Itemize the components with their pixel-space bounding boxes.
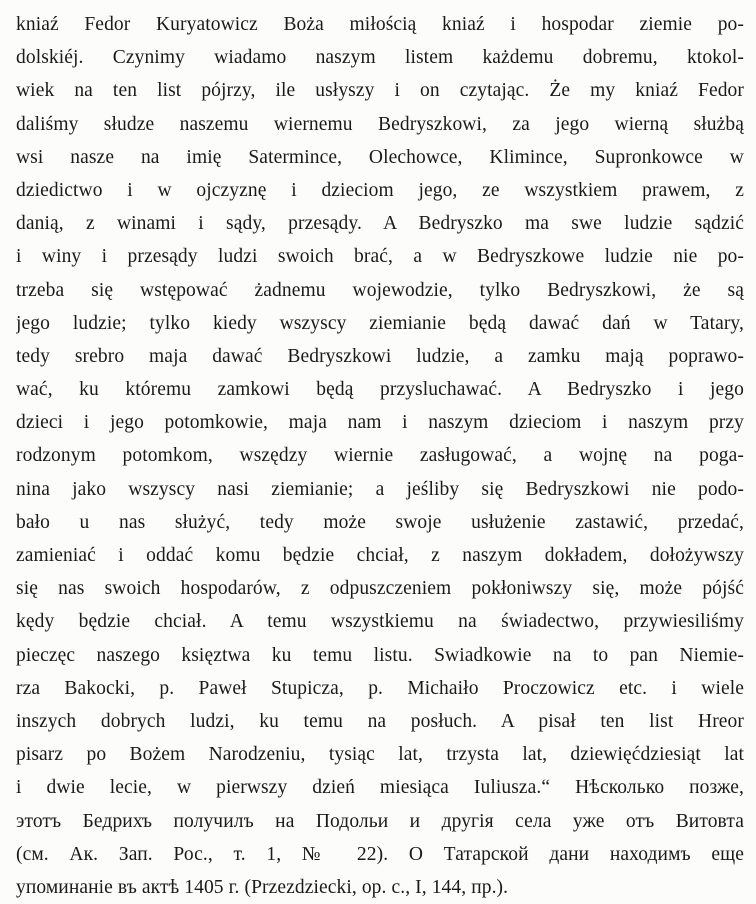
text-line-23: pisarz po Bożem Narodzeniu, tysiąc lat, trzysta lat, dziewięćdziesiąt lat <box>16 744 744 766</box>
text-line-3: wiek na ten list pójrzy, ile usłyszy i on czytając. Że my kniaź Fedor <box>16 80 744 102</box>
text-line-4: daliśmy słudze naszemu wiernemu Bedryszkowi, za jego wierną służbą <box>16 113 744 135</box>
text-line-16: bało u nas służyć, tedy może swoje usłużenie zastawić, przedać, <box>16 511 744 533</box>
text-line-24: i dwie lecie, w pierwszy dzień miesiąca Iuliusza.“ Нѣсколько позже, <box>16 777 744 799</box>
text-line-7: danią, z winami i sądy, przesądy. A Bedryszko ma swe ludzie sądzić <box>16 213 744 235</box>
text-line-15: nina jako wszyscy nasi ziemianie; a jeśliby się Bedryszkowi nie podo- <box>16 478 744 500</box>
text-line-12: wać, ku któremu zamkowi będą przysluchawać. A Bedryszko i jego <box>16 379 744 401</box>
text-line-27: упоминаніе въ актѣ 1405 г. (Przezdziecki, op. c., I, 144, пр.). <box>16 876 509 898</box>
text-line-8: i winy i przesądy ludzi swoich brać, a w Bedryszkowe ludzie nie po- <box>16 246 744 268</box>
text-line-13: dzieci i jego potomkowie, maja nam i naszym dzieciom i naszym przy <box>16 412 744 434</box>
text-line-22: inszych dobrych ludzi, ku temu na posłuch. A pisał ten list Hreor <box>16 710 744 732</box>
text-line-18: się nas swoich hospodarów, z odpuszczeniem pokłoniwszy się, może pójść <box>16 578 744 600</box>
text-line-19: kędy będzie chciał. A temu wszystkiemu na świadectwo, przywiesiliśmy <box>16 611 744 633</box>
text-line-17: zamieniać i oddać komu będzie chciał, z naszym dokładem, dołożywszy <box>16 545 744 566</box>
text-line-5: wsi nasze na imię Saterminсe, Olechowce, Kliminсe, Supronkowce w <box>16 146 744 168</box>
text-line-1: kniaź Fedor Kuryatowicz Boża miłością kniaź i hospodar ziemie po- <box>16 14 744 35</box>
text-line-6: dziedictwo i w ojczyznę i dzieciom jego, ze wszystkiem prawem, z <box>16 179 744 201</box>
text-line-9: trzeba się wstępować żadnemu wojewodzie, tylko Bedryszkowi, że są <box>16 279 744 301</box>
text-line-26: (см. Ак. Зап. Рос., т. 1, № 22). О Татарской дани находимъ еще <box>16 843 744 865</box>
text-line-2: dolskiéj. Czynimy wiadamo naszym listem każdemu dobremu, ktokol- <box>16 47 744 69</box>
document-page <box>16 8 744 904</box>
text-line-11: tedy srebro maja dawać Bedryszkowi ludzie, a zamku mają poprawo- <box>16 345 744 367</box>
text-line-21: rza Bakocki, p. Paweł Stupicza, p. Michaiło Proczowicz etc. i wiele <box>16 677 744 699</box>
text-line-14: rodzonym potomkom, wszędzy wiernie zasługować, a wojnę na poga- <box>16 445 744 467</box>
text-line-10: jego ludzie; tylko kiedy wszyscy ziemianie będą dawać dań w Tatary, <box>16 312 744 334</box>
text-line-20: pieczęc naszego księztwa ku temu listu. Swiadkowie na to pan Niemie- <box>16 644 744 666</box>
text-line-25: этотъ Бедрихъ получилъ на Подольи и другія села уже отъ Витовта <box>16 810 744 832</box>
